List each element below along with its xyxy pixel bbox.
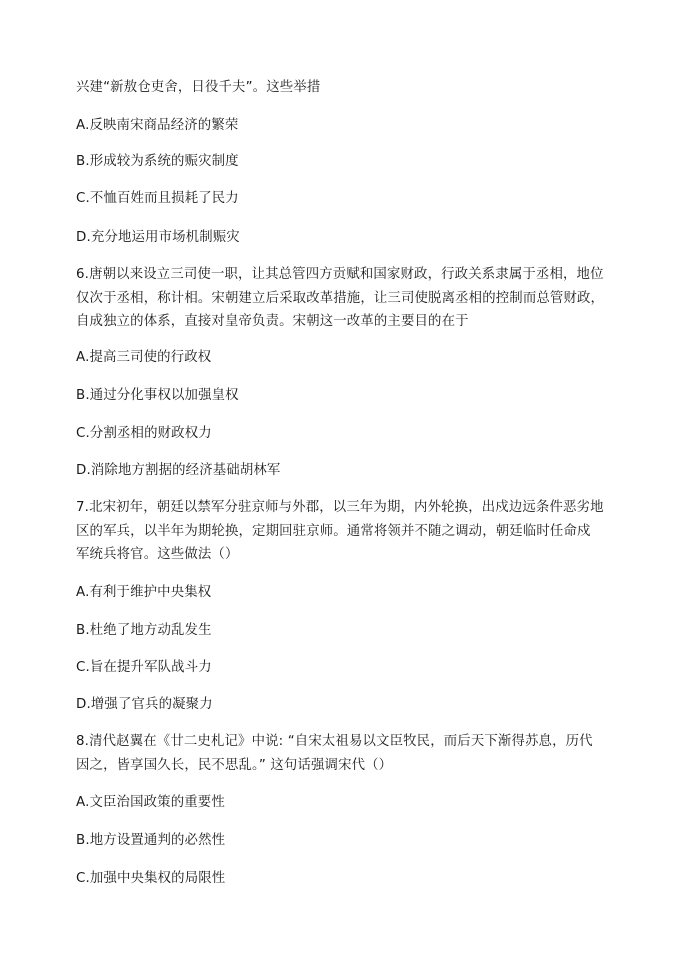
q7-option-b: B.杜绝了地方动乱发生 bbox=[76, 623, 212, 638]
q7-option-c: C.旨在提升军队战斗力 bbox=[76, 660, 212, 675]
q6-option-a: A.提高三司使的行政权 bbox=[76, 350, 212, 365]
intro-line: 兴建“新敖仓吏舍，日役千夫”。这些举措 bbox=[76, 80, 321, 95]
q7-stem-line-2: 区的军兵，以半年为期轮换，定期回驻京师。通常将领并不随之调动，朝廷临时任命戍 bbox=[76, 524, 591, 539]
q8-option-c: C.加强中央集权的局限性 bbox=[76, 871, 226, 886]
q8-stem-line-1: 8.清代赵翼在《廿二史札记》中说: “自宋太祖易以文臣牧民，而后天下渐得苏息，历代 bbox=[76, 734, 593, 749]
q5-option-a: A.反映南宋商品经济的繁荣 bbox=[76, 118, 239, 133]
q6-option-c: C.分割丞相的财政权力 bbox=[76, 426, 212, 441]
q5-option-d: D.充分地运用市场机制赈灾 bbox=[76, 230, 240, 245]
q6-stem-line-3: 自成独立的体系，直接对皇帝负责。宋朝这一改革的主要目的在于 bbox=[76, 314, 469, 329]
q6-option-b: B.通过分化事权以加强皇权 bbox=[76, 388, 239, 403]
q7-stem-line-3: 军统兵将官。这些做法（） bbox=[76, 547, 239, 562]
q8-option-a: A.文臣治国政策的重要性 bbox=[76, 795, 225, 810]
q8-option-b: B.地方设置通判的必然性 bbox=[76, 833, 226, 848]
q7-stem-line-1: 7.北宋初年，朝廷以禁军分驻京师与外郡，以三年为期，内外轮换，出戍边远条件恶劣地 bbox=[76, 500, 604, 515]
q7-option-a: A.有利于维护中央集权 bbox=[76, 585, 212, 600]
q7-option-d: D.增强了官兵的凝聚力 bbox=[76, 697, 213, 712]
q8-stem-line-2: 因之，皆享国久长，民不思乱。” 这句话强调宋代（） bbox=[76, 758, 393, 773]
q5-option-b: B.形成较为系统的赈灾制度 bbox=[76, 154, 239, 169]
q5-option-c: C.不恤百姓而且损耗了民力 bbox=[76, 191, 239, 206]
q6-stem-line-2: 仅次于丞相，称计相。宋朝建立后采取改革措施，让三司使脱离丞相的控制而总管财政， bbox=[76, 291, 605, 306]
q6-stem-line-1: 6.唐朝以来设立三司使一职，让其总管四方贡赋和国家财政，行政关系隶属于丞相，地位 bbox=[76, 267, 604, 282]
q6-option-d: D.消除地方割据的经济基础胡林军 bbox=[76, 463, 281, 478]
